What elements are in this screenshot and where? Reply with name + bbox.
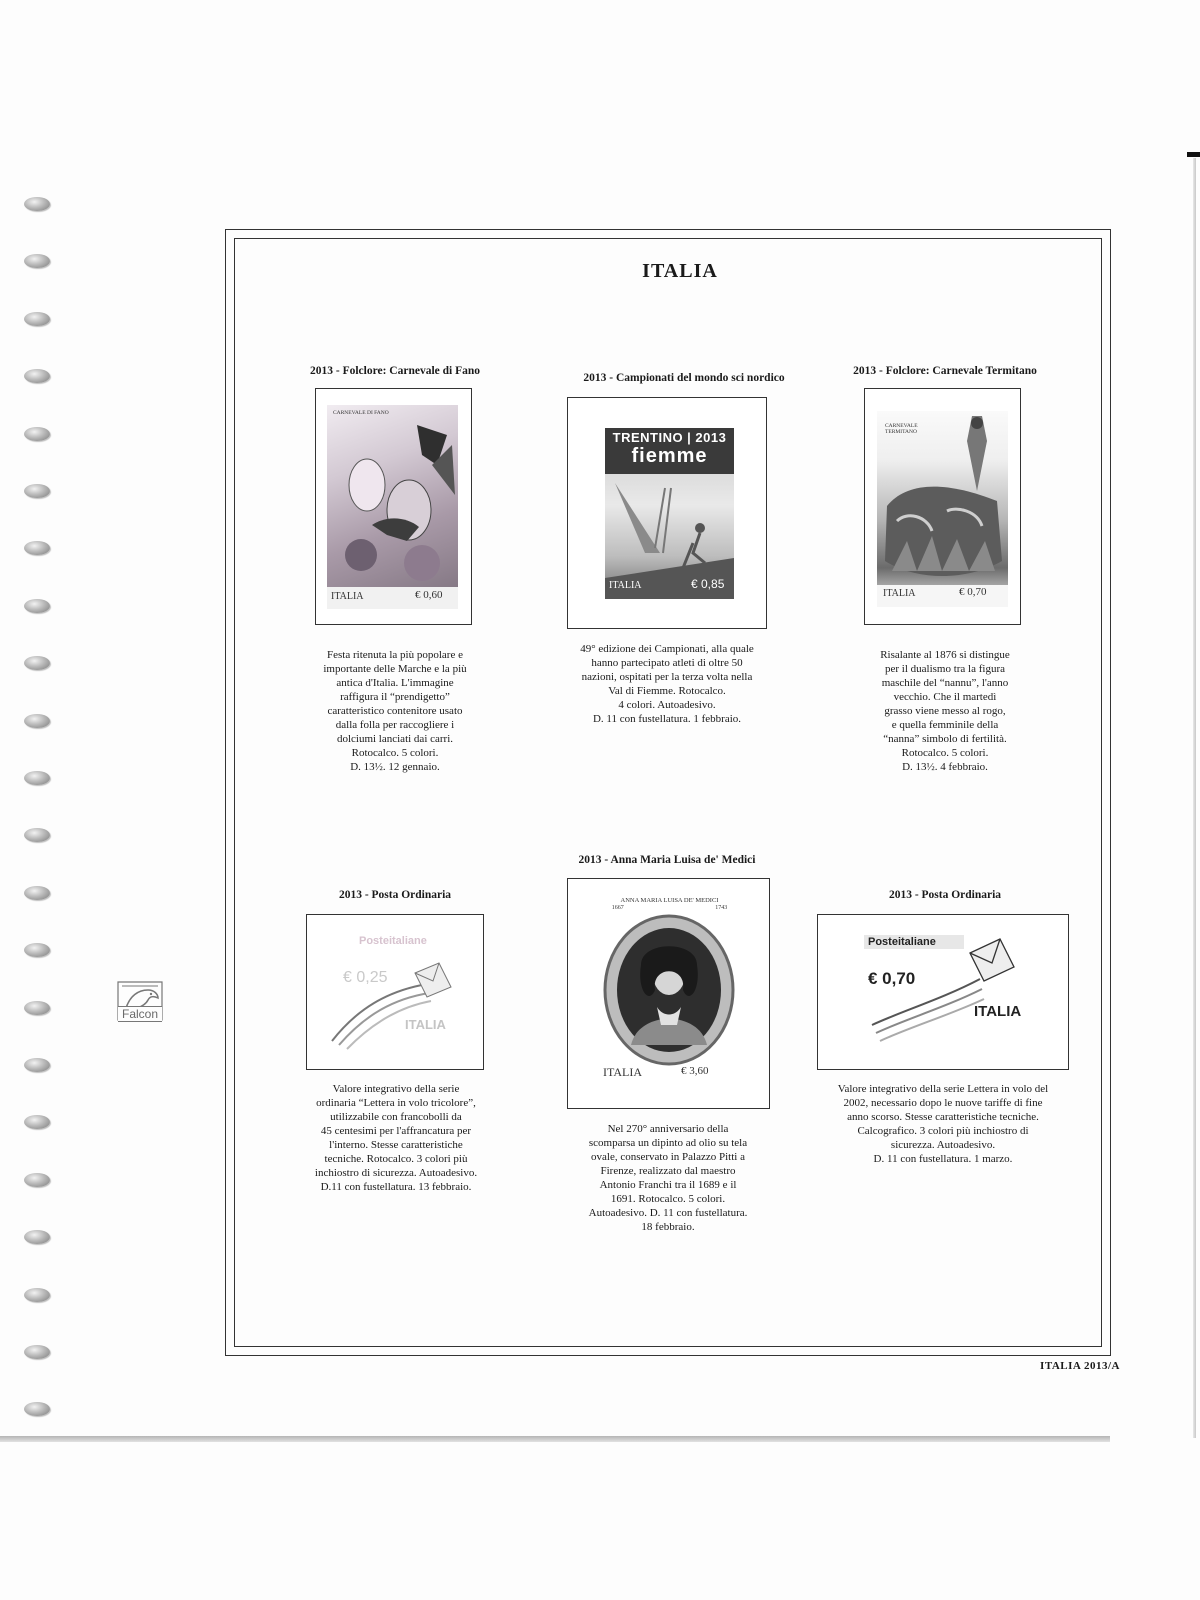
stamp-brand: Posteitaliane [359,935,427,947]
description-line: 4 colori. Autoadesivo. [618,699,716,711]
binder-hole [24,197,50,211]
description-line: l'interno. Stesse caratteristiche [329,1139,463,1151]
description-line: raffigura il “prendigetto” [340,691,450,703]
ski-jumper-icon [605,428,734,599]
stamp-brand: Posteitaliane [868,936,936,948]
stamp-carnevale-termitano [877,411,1008,607]
description-line: 49° edizione dei Campionati, alla quale [580,643,754,655]
binder-hole [24,1001,50,1015]
description-line: grasso viene messo al rogo, [884,705,1006,717]
description-line: sicurezza. Autoadesivo. [890,1139,996,1151]
falcon-logo [116,978,164,1024]
scan-edge-mark [1187,152,1200,157]
stamp-value: € 0,70 [868,969,916,988]
scan-right-edge [1193,158,1196,1438]
binder-hole [24,1288,50,1302]
binder-hole [24,599,50,613]
stamp-mount [567,397,767,629]
stamp-years: 1667 1743 [611,905,728,911]
description-line: utilizzabile con francobolli da [330,1111,462,1123]
binder-hole [24,369,50,383]
stamp-country: ITALIA [405,1017,446,1032]
description-line: Valore integrativo della serie [332,1083,460,1095]
description-line: scomparsa un dipinto ad olio su tela [588,1137,748,1149]
description-line: 18 febbraio. [641,1221,695,1233]
description-line: Valore integrativo della serie Lettera in volo del [837,1083,1049,1095]
stamp-label: ANNA MARIA LUISA DE' MEDICI [620,897,719,904]
page-title: ITALIA [642,260,718,282]
stamp-value: € 0,70 [959,586,987,598]
description-line: inchiostro di sicurezza. Autoadesivo. [314,1167,478,1179]
stamp-description [285,648,505,774]
stamp-country: ITALIA [609,580,642,591]
description-line: dalla folla per raccogliere i [335,719,455,731]
stamp-heading: 2013 - Folclore: Carnevale di Fano [309,365,481,377]
stamp-medici [591,895,748,1093]
description-line: Antonio Franchi tra il 1689 e il [599,1179,737,1191]
stamp-description [813,1082,1073,1166]
description-line: tecniche. Rotocalco. 3 colori più [324,1153,468,1165]
stamp-country: ITALIA [883,588,916,599]
stamp-label: CARNEVALE DI FANO [333,410,389,416]
description-line: Rotocalco. 5 colori. [351,747,439,759]
stamp-mount [817,914,1069,1070]
stamp-description [286,1082,506,1194]
stamp-label: CARNEVALE TERMITANO [885,423,918,435]
stamp-mount [567,878,770,1109]
stamp-sci-nordico [605,428,734,599]
description-line: per il dualismo tra la figura [884,663,1006,675]
scan-bottom-shadow [0,1436,1110,1442]
binder-hole [24,541,50,555]
description-line: e quella femminile della [891,719,999,731]
description-line: D. 11 con fustellatura. 1 marzo. [873,1153,1013,1165]
stamp-description [556,1122,780,1234]
stamp-mount [306,914,484,1070]
binder-hole [24,1345,50,1359]
binder-hole [24,1173,50,1187]
stamp-country: ITALIA [331,591,364,602]
description-line: importante delle Marche e la più [323,663,467,675]
binder-hole [24,1402,50,1416]
stamp-banner-subtitle: fiemme [631,445,708,467]
binder-hole [24,427,50,441]
description-line: dolciumi lanciati dai carri. [336,733,454,745]
stamp-heading: 2013 - Anna Maria Luisa de' Medici [578,854,756,866]
description-line: Festa ritenuta la più popolare e [327,649,463,661]
binder-hole [24,886,50,900]
description-line: D.11 con fustellatura. 13 febbraio. [320,1181,472,1193]
carnival-float-icon [877,411,1008,607]
description-line: ordinaria “Lettera in volo tricolore”, [316,1097,476,1109]
binder-hole [24,312,50,326]
description-line: Firenze, realizzato dal maestro [600,1165,736,1177]
description-line: Rotocalco. 5 colori. [901,747,989,759]
stamp-value: € 0,60 [415,589,443,601]
binder-hole [24,828,50,842]
description-line: nazioni, ospitati per la terza volta nella [581,671,753,683]
description-line: maschile del “nannu”, l'anno [881,677,1009,689]
stamp-value: € 3,60 [681,1065,709,1077]
description-line: Val di Fiemme. Rotocalco. [608,685,726,697]
stamp-heading: 2013 - Folclore: Carnevale Termitano [853,365,1037,377]
stamp-heading: 2013 - Posta Ordinaria [888,889,1002,901]
description-line: 45 centesimi per l'affrancatura per [320,1125,472,1137]
description-line: Autoadesivo. D. 11 con fustellatura. [588,1207,748,1219]
description-line: vecchio. Che il martedì [893,691,997,703]
flying-letter-icon [862,929,1026,1055]
description-line: anno scorso. Stesse caratteristiche tecniche. [847,1111,1039,1123]
binder-hole [24,714,50,728]
binder-hole [24,1115,50,1129]
flying-letter-icon [317,929,473,1055]
description-line: D. 13½. 4 febbraio. [902,761,988,773]
binder-hole [24,254,50,268]
description-line: antica d'Italia. L'immagine [336,677,454,689]
description-line: Risalante al 1876 si distingue [880,649,1010,661]
description-line: “nanna” simbolo di fertilità. [883,733,1007,745]
description-line: Nel 270° anniversario della [607,1123,729,1135]
binder-hole [24,943,50,957]
stamp-country: ITALIA [603,1065,643,1079]
stamp-country: ITALIA [974,1003,1022,1020]
description-line: hanno partecipato atleti di oltre 50 [591,657,743,669]
stamp-carnevale-fano [327,405,458,609]
binder-hole [24,1058,50,1072]
stamp-banner-title: TRENTINO | 2013 [612,430,727,445]
binder-hole [24,1230,50,1244]
description-line: ovale, conservato in Palazzo Pitti a [591,1151,745,1163]
portrait-oval-icon [591,895,748,1093]
stamp-mount [864,388,1021,625]
binder-hole [24,771,50,785]
stamp-value: € 0,25 [343,969,388,986]
stamp-value: € 0,85 [691,577,725,591]
stamp-heading: 2013 - Campionati del mondo sci nordico [583,372,785,384]
stamp-description [835,648,1055,774]
description-line: D. 13½. 12 gennaio. [350,761,440,773]
page-footer-code: ITALIA 2013/A [1040,1360,1120,1372]
description-line: Calcografico. 3 colori più inchiostro di [857,1125,1029,1137]
carnival-mask-icon [327,405,458,609]
stamp-mount [315,388,472,625]
stamp-heading: 2013 - Posta Ordinaria [338,889,452,901]
description-line: caratteristico contenitore usato [327,705,463,717]
description-line: 2002, necessario dopo le nuove tariffe di fine [843,1097,1043,1109]
stamp-description [557,642,777,726]
description-line: D. 11 con fustellatura. 1 febbraio. [592,713,742,725]
binder-hole [24,656,50,670]
stamp-posta-ordinaria [862,929,1026,1055]
description-line: 1691. Rotocalco. 5 colori. [610,1193,726,1205]
stamp-posta-ordinaria [317,929,473,1055]
binder-hole [24,484,50,498]
falcon-logo-text: Falcon [118,1006,162,1022]
